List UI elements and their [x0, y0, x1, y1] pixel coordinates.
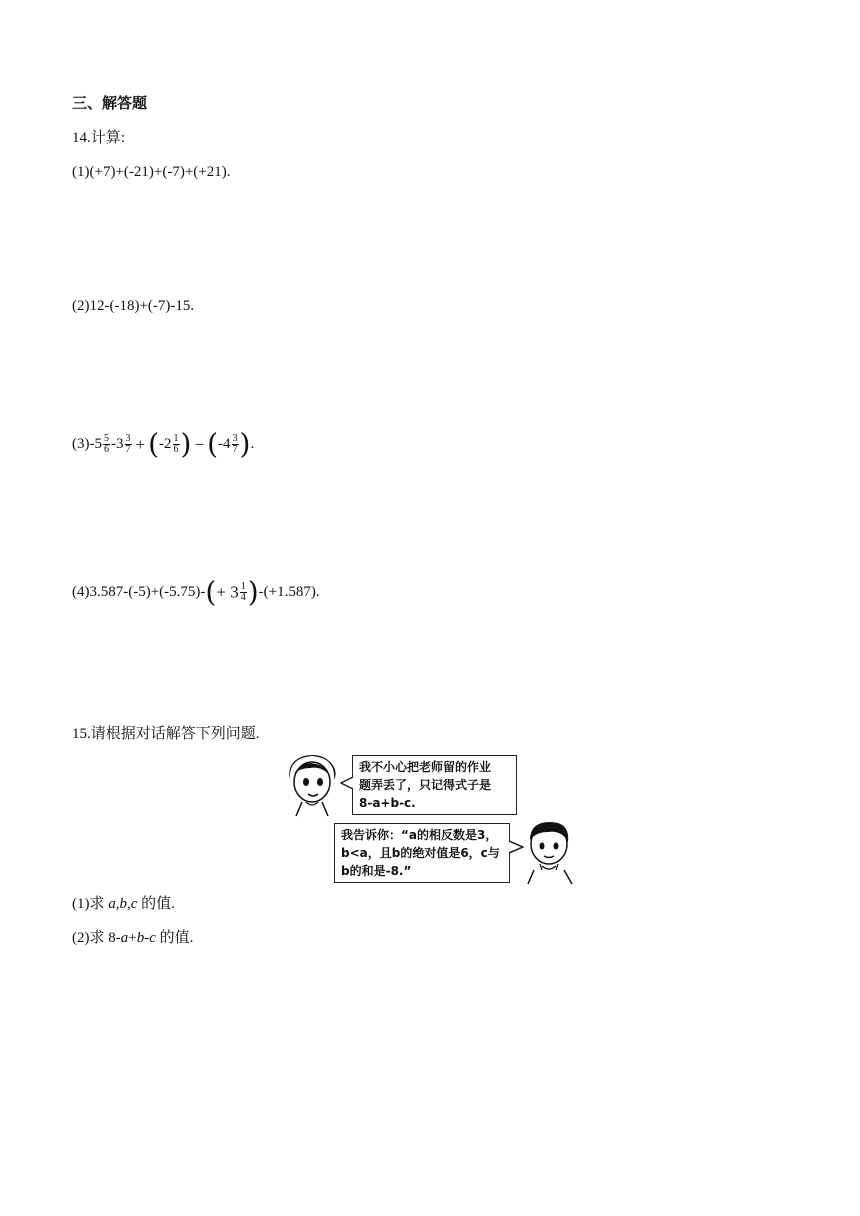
- question-14-title: 14.计算:: [72, 130, 125, 146]
- girl-bubble-line-2: 题弄丢了，只记得式子是: [359, 778, 492, 792]
- fraction-1-6: $\frac{1}{6}$: [173, 433, 179, 456]
- sub1-suffix: 的值.: [137, 896, 175, 912]
- fraction-3-7: $\frac{3}{7}$: [125, 433, 131, 456]
- var-b: b: [136, 930, 145, 946]
- p4-suffix: -(+1.587).: [258, 584, 320, 600]
- girl-bubble-line-3: 8-a+b-c.: [359, 796, 416, 810]
- fraction-1-4: $\frac{1}{4}$: [240, 581, 246, 604]
- question-15-sub-2: [72, 928, 193, 948]
- var-a: a: [120, 930, 129, 946]
- boy-bubble-line-1: 我告诉你：“a的相反数是3，: [341, 828, 498, 842]
- var-c: c: [149, 930, 156, 946]
- sub2-prefix: (2)求 8-: [72, 930, 121, 946]
- girl-bubble-line-1: 我不小心把老师留的作业: [359, 760, 492, 774]
- p3-inner-2: -4: [218, 436, 231, 452]
- question-14-part-4: [72, 575, 320, 609]
- fraction-3-7b: $\frac{3}{7}$: [232, 433, 238, 456]
- sub2-minus: -: [144, 930, 150, 946]
- left-paren: (: [148, 427, 160, 461]
- sub2-suffix: 的值.: [155, 930, 194, 946]
- right-paren: ): [180, 427, 192, 461]
- question-14-part-3: [72, 427, 255, 461]
- girl-cartoon-icon: [282, 752, 344, 818]
- sub2-plus: +: [128, 930, 137, 946]
- sub1-prefix: (1)求: [72, 896, 109, 912]
- right-paren: ): [239, 427, 251, 461]
- sub1-vars: a,b,c: [108, 896, 138, 912]
- section-title: 三、解答题: [72, 94, 148, 112]
- plus-sign: +: [135, 434, 146, 454]
- p3-inner-1: -2: [159, 436, 172, 452]
- question-15-title: 15.请根据对话解答下列问题.: [72, 726, 260, 742]
- right-paren: ): [247, 575, 259, 609]
- minus-sign: −: [194, 434, 205, 454]
- p4-inner: + 3: [216, 582, 239, 602]
- question-15-sub-1: [72, 894, 175, 914]
- p4-prefix: (4)3.587-(-5)+(-5.75)-: [72, 584, 206, 600]
- question-14-part-2: (2)12-(-18)+(-7)-15.: [72, 298, 195, 314]
- boy-cartoon-icon: [520, 818, 578, 886]
- left-paren: (: [207, 427, 218, 461]
- left-paren: (: [205, 575, 217, 609]
- p3-end: .: [250, 436, 255, 452]
- boy-speech-bubble: [334, 823, 510, 883]
- question-14-part-1: (1)(+7)+(-21)+(-7)+(+21).: [72, 164, 231, 180]
- fraction-5-6: $\frac{5}{6}$: [104, 433, 109, 456]
- p3-prefix: (3)-5: [72, 436, 102, 452]
- boy-bubble-line-3: b的和是-8.”: [341, 864, 412, 878]
- girl-speech-bubble: [352, 755, 517, 815]
- boy-bubble-line-2: b<a，且b的绝对值是6，c与: [341, 846, 500, 860]
- girl-bubble-tail: [340, 776, 354, 790]
- p3-mid: -3: [111, 436, 124, 452]
